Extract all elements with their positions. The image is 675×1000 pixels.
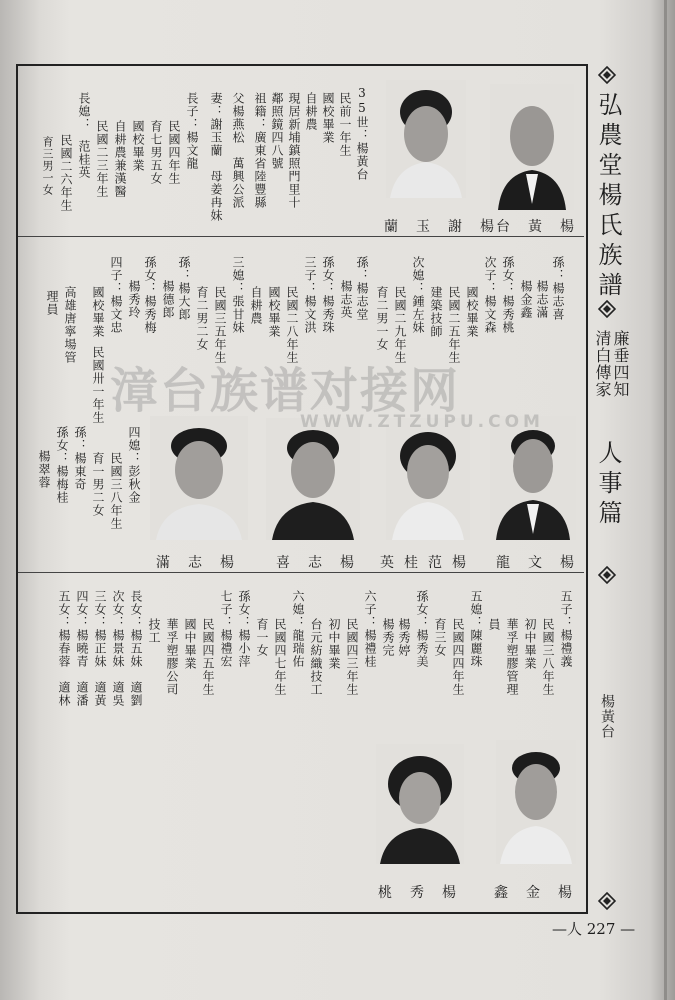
caption-yang-huangtai: 台黃楊 <box>496 219 592 235</box>
bio-line: 國校畢業 <box>321 92 335 144</box>
bio-line: 自耕農兼漢醫 <box>113 120 127 198</box>
bio-line: 楊翠蓉 <box>37 450 51 489</box>
hall-motto-a: 廉垂四知 <box>611 330 630 398</box>
portrait-photo-yang-xiutao <box>376 744 464 864</box>
bio-line: 民國四五年生 <box>201 618 215 696</box>
bio-line: 楊志英 <box>339 280 353 319</box>
caption-yang-zhixi: 喜志楊 <box>276 555 372 571</box>
bio-line: 四媳：彭秋金 <box>127 426 141 504</box>
bio-line: 長子：楊文龍 <box>185 92 199 170</box>
bio-line: 孫女：楊秀桃 <box>501 256 515 334</box>
caption-fan-guiying: 英桂范楊 <box>380 555 476 571</box>
bio-line: 三女：楊正妹 適黃 <box>93 590 107 707</box>
diamond-ornament-icon <box>598 300 616 318</box>
bio-line: 國中畢業 <box>183 618 197 670</box>
bio-line: 五子：楊禮義 <box>559 590 573 668</box>
bio-line: 國校畢業 <box>131 120 145 172</box>
bio-line: 民國二五年生 <box>447 286 461 364</box>
bio-line: 孫：楊志堂 <box>355 256 369 321</box>
bio-line: 自耕農 <box>249 286 263 325</box>
portrait-photo-xie-yulan <box>386 80 466 198</box>
bio-line: 初中畢業 <box>327 618 341 670</box>
bio-line: 三子：楊文洪 <box>303 256 317 334</box>
bio-line: 次女：楊景妹 適吳 <box>111 590 125 707</box>
bio-line: 長媳： <box>77 92 91 131</box>
bio-line: 理員 <box>45 290 59 316</box>
divider-middle <box>18 572 584 573</box>
bio-line: 楊秀完 <box>381 618 395 657</box>
bio-line: 華孚塑膠管理 <box>505 618 519 696</box>
bio-line: 五媳：陳麗珠 <box>469 590 483 668</box>
bio-line: 民國三五年生 <box>213 286 227 364</box>
portrait-photo-yang-zhiman <box>150 416 248 540</box>
bio-line: 育七男五女 <box>149 120 163 185</box>
binding-fold <box>664 0 667 1000</box>
bio-line: 台元紡織技工 <box>309 618 323 696</box>
portrait-photo-yang-wenlong <box>490 416 576 540</box>
bio-line: 三媳：張甘妹 <box>231 256 245 334</box>
bio-line: 高雄唐寧場管 <box>63 286 77 364</box>
bio-line: 育二男一女 <box>375 286 389 351</box>
portrait-photo-yang-jinxin <box>496 740 576 864</box>
bio-line: 技工 <box>147 618 161 644</box>
diamond-ornament-icon <box>598 566 616 584</box>
bio-line: 次媳：鍾左妹 <box>411 256 425 334</box>
bio-line: 民國二九年生 <box>393 286 407 364</box>
side-person-name: 楊黃台 <box>599 694 615 739</box>
bio-line: 育三男一女 <box>41 136 54 196</box>
portrait-photo-yang-huangtai <box>490 84 574 210</box>
caption-yang-jinxin: 鑫金楊 <box>494 885 590 901</box>
bio-line: 育一女 <box>255 618 269 657</box>
bio-line: 孫女：楊秀美 <box>415 590 429 668</box>
bio-line: 國校畢業 <box>267 286 281 338</box>
bio-line: 民前一年生 <box>338 92 352 157</box>
bio-line: 民國四三年生 <box>345 618 359 696</box>
section-title: 人事篇 <box>594 440 622 530</box>
bio-line: 妻：謝玉蘭 母姜冉妹 <box>209 92 223 222</box>
bio-line: 長女：楊五妹 適劉 <box>129 590 143 707</box>
bio-line: 民國三八年生 <box>541 618 555 696</box>
bio-line: 楊金鑫 <box>519 280 533 319</box>
bio-line: 孫女：楊梅桂 <box>55 426 69 504</box>
bio-line: 孫女：楊秀梅 <box>143 256 157 334</box>
caption-yang-xiutao: 桃秀楊 <box>378 885 474 901</box>
divider-top <box>18 236 584 237</box>
genealogy-title: 弘農堂楊氏族譜 <box>594 92 622 302</box>
bio-line: 35世：楊黃台 <box>355 86 369 181</box>
bio-line: 國校畢業 <box>91 286 105 338</box>
hall-motto-b: 清白傳家 <box>593 330 612 398</box>
watermark-text: 漳台族谱对接网 <box>110 363 461 419</box>
bio-line: 育三女 <box>433 618 447 657</box>
portrait-photo-yang-zhixi <box>266 418 360 540</box>
bio-line: 建築技師 <box>429 286 443 338</box>
bio-line: 楊秀玲 <box>127 280 141 319</box>
bio-line: 民國三八年生 <box>109 452 123 530</box>
bio-line: 民國四年生 <box>167 120 181 185</box>
bio-line: 四子：楊文忠 <box>109 256 123 334</box>
bio-line: 祖籍：廣東省陸豐縣 <box>253 92 267 209</box>
bio-line: 六子：楊禮桂 <box>363 590 377 668</box>
bio-line: 父楊燕松 萬興公派 <box>231 92 245 209</box>
bio-line: 范桂英 <box>77 140 91 179</box>
bio-line: 民國二三年生 <box>95 120 109 198</box>
bio-line: 四女：楊曉青 適潘 <box>75 590 89 707</box>
bio-line: 楊德郎 <box>161 280 175 319</box>
bio-line: 六媳：龍瑞佑 <box>291 590 305 668</box>
bio-line: 五女：楊春蓉 適林 <box>57 590 71 707</box>
caption-xie-yulan: 蘭玉謝楊 <box>384 219 512 235</box>
caption-yang-wenlong: 龍文楊 <box>496 555 592 571</box>
bio-line: 次子：楊文森 <box>483 256 497 334</box>
bio-line: 七子：楊禮宏 <box>219 590 233 668</box>
bio-line: 國校畢業 <box>465 286 479 338</box>
bio-line: 孫女：楊秀珠 <box>321 256 335 334</box>
bio-line: 民國二八年生 <box>285 286 299 364</box>
diamond-ornament-icon <box>598 892 616 910</box>
bio-line: 楊秀婷 <box>397 618 411 657</box>
bio-line: 孫：楊東奇 <box>73 426 87 491</box>
bio-line: 鄰照鏡四八號 <box>270 92 284 170</box>
bio-line: 民國四七年生 <box>273 618 287 696</box>
bio-line: 民國二六年生 <box>59 134 73 212</box>
bio-line: 孫：楊志喜 <box>551 256 565 321</box>
page-number: —人 227 — <box>552 920 636 938</box>
bio-line: 民國卅一年生 <box>91 346 105 424</box>
bio-line: 楊志滿 <box>535 280 549 319</box>
bio-line: 孫：楊大郎 <box>177 256 191 321</box>
bio-line: 自耕農 <box>304 92 318 131</box>
bio-line: 員 <box>487 618 501 631</box>
bio-line: 初中畢業 <box>523 618 537 670</box>
diamond-ornament-icon <box>598 66 616 84</box>
bio-line: 育一男二女 <box>91 452 105 517</box>
bio-line: 孫女：楊小萍 <box>237 590 251 668</box>
caption-yang-zhiman: 滿志楊 <box>156 555 252 571</box>
bio-line: 民國四四年生 <box>451 618 465 696</box>
bio-line: 現居新埔鎮照門里十 <box>287 92 301 209</box>
bio-line: 育二男二女 <box>195 286 209 351</box>
watermark-url: WWW.ZTZUPU.COM <box>300 412 544 432</box>
portrait-photo-fan-guiying <box>386 418 470 540</box>
bio-line: 華孚塑膠公司 <box>165 618 179 696</box>
